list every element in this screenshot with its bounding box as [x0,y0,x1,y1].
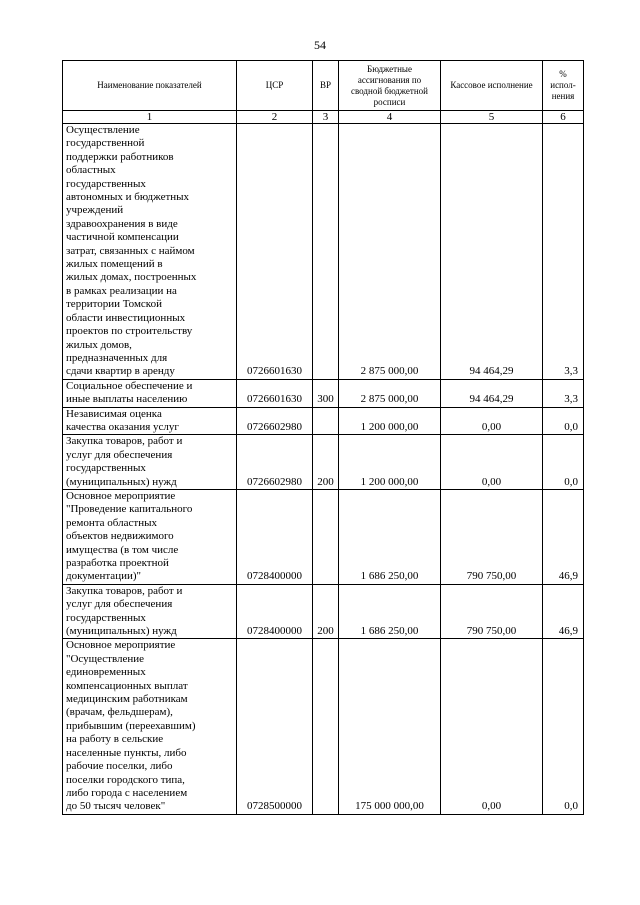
row-budget: 1 200 000,00 [339,435,441,490]
row-budget: 1 686 250,00 [339,489,441,584]
row-name: Независимая оценка качества оказания услуг [63,407,237,435]
row-budget: 175 000 000,00 [339,639,441,814]
table-row [63,639,584,814]
col-header-cash: Кассовое исполнение [441,61,543,111]
row-pct: 0,0 [543,407,584,435]
table-row [63,379,584,407]
row-cash: 0,00 [441,435,543,490]
table-row [63,435,584,490]
col-header-name: Наименование показателей [63,61,237,111]
row-csr: 0728400000 [237,489,313,584]
row-budget: 1 200 000,00 [339,407,441,435]
row-pct: 0,0 [543,435,584,490]
column-number-row [63,111,584,124]
row-cash: 94 464,29 [441,124,543,380]
row-pct: 46,9 [543,489,584,584]
col-number: 2 [237,111,313,124]
row-vr [313,489,339,584]
col-header-vr: ВР [313,61,339,111]
col-number: 1 [63,111,237,124]
row-csr: 0728400000 [237,584,313,639]
row-csr: 0726601630 [237,124,313,380]
row-csr: 0728500000 [237,639,313,814]
row-csr: 0726601630 [237,379,313,407]
row-cash: 0,00 [441,639,543,814]
col-header-csr: ЦСР [237,61,313,111]
col-header-pct: % испол-нения [543,61,584,111]
row-cash: 790 750,00 [441,489,543,584]
row-budget: 2 875 000,00 [339,379,441,407]
table-row [63,584,584,639]
row-pct: 46,9 [543,584,584,639]
table-row [63,124,584,380]
table-row [63,489,584,584]
row-name: Основное мероприятие "Проведение капитального ремонта областных объектов недвижимого имущества (в том числе разработка проектной документации)" [63,489,237,584]
row-budget: 1 686 250,00 [339,584,441,639]
col-number: 6 [543,111,584,124]
row-cash: 94 464,29 [441,379,543,407]
col-number: 4 [339,111,441,124]
row-cash: 790 750,00 [441,584,543,639]
row-csr: 0726602980 [237,407,313,435]
budget-table [62,60,584,815]
page-number: 54 [314,38,326,52]
table-row [63,407,584,435]
row-cash: 0,00 [441,407,543,435]
row-vr: 300 [313,379,339,407]
row-vr: 200 [313,584,339,639]
row-pct: 3,3 [543,379,584,407]
col-header-budget: Бюджетные ассигнования по сводной бюджетной росписи [339,61,441,111]
row-name: Осуществление государственной поддержки работников областных государственных автономных и бюджетных учреждений здравоохранения в виде частичной компенсации затрат, связанных с наймом жилых помещений в жилых домах, построенных в рамках реализации на территории Томской области инвестиционных проектов по строительству жилых домов, предназначенных для сдачи квартир в аренду [63,124,237,380]
row-name: Основное мероприятие "Осуществление единовременных компенсационных выплат медицинским работникам (врачам, фельдшерам), прибывшим (переехавшим) на работу в сельские населенные пункты, либо рабочие поселки, либо поселки городского типа, либо города с населением до 50 тысяч человек" [63,639,237,814]
row-csr: 0726602980 [237,435,313,490]
row-budget: 2 875 000,00 [339,124,441,380]
row-vr: 200 [313,435,339,490]
row-vr [313,407,339,435]
col-number: 5 [441,111,543,124]
col-number: 3 [313,111,339,124]
row-vr [313,124,339,380]
row-pct: 3,3 [543,124,584,380]
row-vr [313,639,339,814]
table-header-row [63,61,584,111]
row-pct: 0,0 [543,639,584,814]
row-name: Социальное обеспечение и иные выплаты населению [63,379,237,407]
row-name: Закупка товаров, работ и услуг для обеспечения государственных (муниципальных) нужд [63,584,237,639]
row-name: Закупка товаров, работ и услуг для обеспечения государственных (муниципальных) нужд [63,435,237,490]
